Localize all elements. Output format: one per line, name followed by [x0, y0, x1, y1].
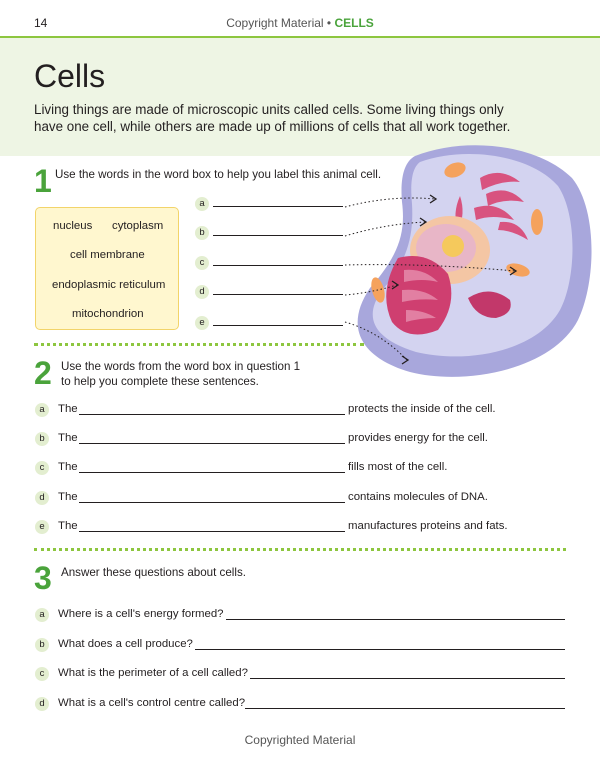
header-section: CELLS [334, 16, 374, 30]
q3-number: 3 [34, 560, 52, 596]
q1-number: 1 [34, 163, 52, 199]
running-header: Copyright Material • CELLS [226, 16, 374, 30]
q3-c-question: What is the perimeter of a cell called? [58, 667, 248, 679]
label-e-line[interactable] [213, 325, 343, 326]
q2-number: 2 [34, 355, 52, 391]
q3-text: Answer these questions about cells. [61, 566, 246, 579]
q3-a-question: Where is a cell's energy formed? [58, 608, 224, 620]
q2-a-prefix: The [58, 403, 78, 415]
q1-text: Use the words in the word box to help you label this animal cell. [55, 168, 382, 181]
q3-b-question: What does a cell produce? [58, 638, 193, 650]
word-endoplasmic-reticulum: endoplasmic reticulum [52, 279, 166, 291]
q2-c-badge: c [35, 461, 49, 475]
word-cytoplasm: cytoplasm [112, 220, 164, 232]
q3-b-answer-line[interactable] [195, 649, 565, 650]
word-box [35, 207, 179, 330]
page-title: Cells [34, 58, 106, 94]
word-cell-membrane: cell membrane [70, 249, 145, 261]
q2-c-blank[interactable] [79, 472, 345, 473]
footer-watermark: Copyrighted Material [244, 733, 356, 747]
label-b-badge: b [195, 226, 209, 240]
q2-e-badge: e [35, 520, 49, 534]
q2-e-blank[interactable] [79, 531, 345, 532]
q2-d-badge: d [35, 491, 49, 505]
q2-a-blank[interactable] [79, 414, 345, 415]
intro-paragraph: Living things are made of microscopic units called cells. Some living things only have one cell, while others are made up of millions of cells that all work together. [34, 102, 511, 134]
mitochondrion [531, 209, 543, 235]
q3-a-badge: a [35, 608, 49, 622]
q2-b-blank[interactable] [79, 443, 345, 444]
q3-c-badge: c [35, 667, 49, 681]
section-divider [34, 343, 364, 346]
q2-b-prefix: The [58, 432, 78, 444]
q2-d-suffix: contains molecules of DNA. [348, 491, 488, 503]
label-a-badge: a [195, 197, 209, 211]
label-d-badge: d [195, 285, 209, 299]
label-c-badge: c [195, 256, 209, 270]
q2-a-suffix: protects the inside of the cell. [348, 403, 496, 415]
q3-a-answer-line[interactable] [226, 619, 565, 620]
label-e-badge: e [195, 316, 209, 330]
word-mitochondrion: mitochondrion [72, 308, 144, 320]
q3-b-badge: b [35, 638, 49, 652]
nucleolus [442, 235, 464, 257]
label-c-line[interactable] [213, 265, 343, 266]
section-divider [34, 548, 566, 551]
q2-e-suffix: manufactures proteins and fats. [348, 520, 508, 532]
q3-d-badge: d [35, 697, 49, 711]
q3-d-answer-line[interactable] [245, 708, 565, 709]
q2-d-prefix: The [58, 491, 78, 503]
q2-b-suffix: provides energy for the cell. [348, 432, 488, 444]
q3-c-answer-line[interactable] [250, 678, 565, 679]
q2-c-suffix: fills most of the cell. [348, 461, 448, 473]
q3-d-question: What is a cell's control centre called? [58, 697, 246, 709]
label-a-line[interactable] [213, 206, 343, 207]
q2-a-badge: a [35, 403, 49, 417]
header-watermark: Copyright Material [226, 16, 324, 30]
q2-b-badge: b [35, 432, 49, 446]
label-d-line[interactable] [213, 294, 343, 295]
q2-e-prefix: The [58, 520, 78, 532]
q2-text: Use the words from the word box in question 1 to help you complete these sentences. [61, 360, 301, 388]
page-number: 14 [34, 16, 48, 30]
q2-d-blank[interactable] [79, 502, 345, 503]
word-nucleus: nucleus [53, 220, 93, 232]
label-b-line[interactable] [213, 235, 343, 236]
q2-c-prefix: The [58, 461, 78, 473]
